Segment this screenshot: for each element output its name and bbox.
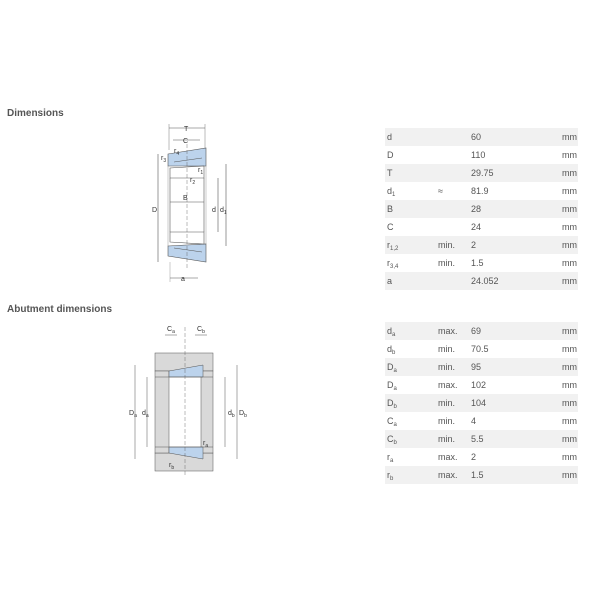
dim-row-T: T 29.75 mm <box>385 164 578 182</box>
label-Db: $D_b$ <box>239 410 247 419</box>
label-C: C <box>183 138 189 145</box>
label-Cb: $C_b$ <box>197 326 205 335</box>
dimensions-title: Dimensions <box>7 108 64 119</box>
abut-row-ra: $r_a$ max. 2 mm <box>387 452 577 464</box>
abut-row-Ca: $C_a$ min. 4 mm <box>387 416 577 428</box>
abut-row-db: $d_b$ min. 70.5 mm <box>387 344 577 356</box>
abut-row-Cb: $C_b$ min. 5.5 mm <box>385 430 578 448</box>
abut-row-Db: $D_b$ min. 104 mm <box>385 394 578 412</box>
abut-row-Da-min: $D_a$ min. 95 mm <box>385 358 578 376</box>
dim-row-r34: $r_{3,4}$ min. 1.5 mm <box>387 258 577 270</box>
label-D: D <box>152 207 158 214</box>
label-Ca: $C_a$ <box>167 326 175 335</box>
abut-row-Da-max: $D_a$ max. 102 mm <box>387 380 577 392</box>
label-T: T <box>184 126 189 133</box>
bearing-dimension-drawing <box>140 120 250 290</box>
dim-row-d1: $d_1$ ≈ 81.9 mm <box>387 186 577 198</box>
label-Da: $D_a$ <box>129 410 137 419</box>
label-d: d <box>212 207 216 214</box>
label-da: $d_a$ <box>142 410 149 419</box>
dim-row-a: a 24.052 mm <box>385 272 578 290</box>
dim-row-C: C 24 mm <box>387 222 577 232</box>
dimensions-table <box>385 128 578 290</box>
dim-row-d: d 60 mm <box>385 128 578 146</box>
abut-row-rb: $r_b$ max. 1.5 mm <box>385 466 578 484</box>
dim-row-r12: $r_{1,2}$ min. 2 mm <box>385 236 578 254</box>
label-d1: $d_1$ <box>220 207 227 216</box>
abutment-table <box>385 322 578 484</box>
abutment-drawing <box>125 315 255 485</box>
abutment-title: Abutment dimensions <box>7 304 113 315</box>
label-a: a <box>181 276 185 283</box>
label-r1: $r_1$ <box>198 167 204 176</box>
label-B: B <box>183 195 188 202</box>
label-db: $d_b$ <box>228 410 235 419</box>
abut-row-da: $d_a$ max. 69 mm <box>385 322 578 340</box>
dim-row-D: D 110 mm <box>387 150 577 160</box>
dim-row-B: B 28 mm <box>385 200 578 218</box>
label-r2: $r_2$ <box>190 177 196 186</box>
label-r3: $r_3$ <box>161 155 167 164</box>
label-r4: $r_4$ <box>174 148 180 157</box>
label-ra: $r_a$ <box>203 440 209 449</box>
label-rb: $r_b$ <box>169 462 175 471</box>
